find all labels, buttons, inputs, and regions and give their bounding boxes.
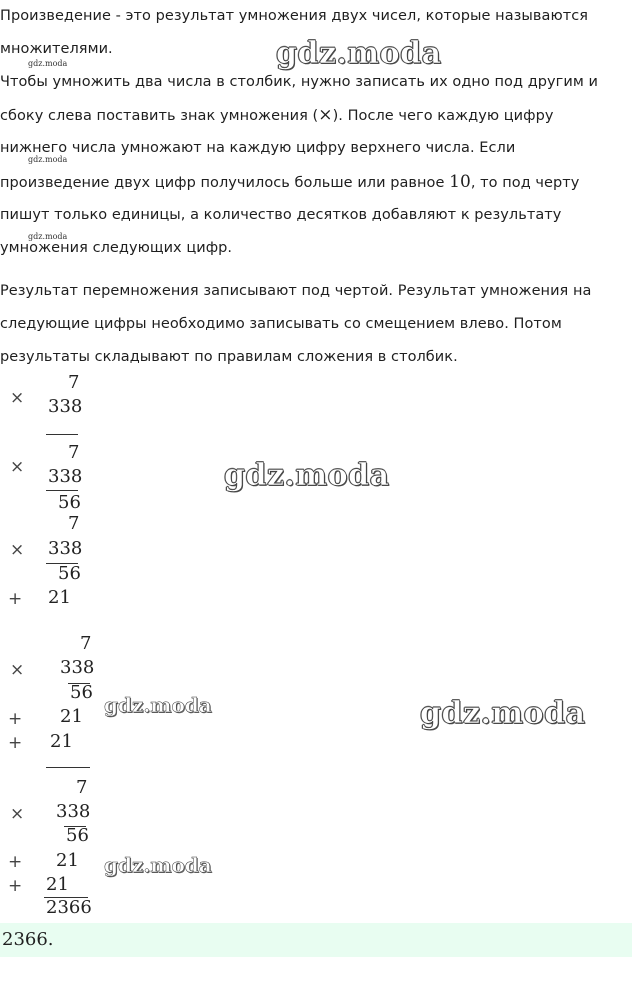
watermark-small: gdz.moda	[28, 232, 68, 241]
paragraph-line: пишут только единицы, а количество десятков добавляют к результату	[0, 207, 562, 223]
partial-product: 21	[46, 874, 69, 895]
multiplicand: 7	[68, 442, 80, 463]
times-symbol: ×	[318, 105, 333, 125]
times-symbol: ×	[10, 540, 25, 560]
times-symbol: ×	[10, 804, 25, 824]
paragraph-text: сбоку слева поставить знак умножения (	[0, 108, 319, 124]
paragraph-line: нижнего числа умножают на каждую цифру верхнего числа. Если	[0, 140, 516, 156]
multiplier: 338	[48, 466, 83, 487]
paragraph-line: Чтобы умножить два числа в столбик, нужно записать их одно под другим и	[0, 74, 598, 90]
watermark: gdz.moda	[224, 458, 390, 493]
underline	[46, 490, 78, 491]
times-symbol: ×	[10, 457, 25, 477]
times-symbol: ×	[10, 660, 25, 680]
plus-symbol: +	[8, 852, 23, 872]
answer-box: 2366.	[0, 923, 632, 957]
multiplicand: 7	[80, 633, 92, 654]
plus-symbol: +	[8, 709, 23, 729]
watermark-small: gdz.moda	[28, 59, 68, 68]
multiplicand: 7	[68, 372, 80, 393]
partial-product: 56	[58, 492, 81, 513]
paragraph-line: Произведение - это результат умножения двух чисел, которые называются	[0, 8, 588, 24]
watermark: gdz.moda	[276, 36, 442, 71]
watermark: gdz.moda	[104, 853, 212, 877]
partial-product: 56	[70, 682, 93, 703]
watermark: gdz.moda	[104, 693, 212, 717]
plus-symbol: +	[8, 733, 23, 753]
multiplier: 338	[60, 657, 95, 678]
partial-product: 21	[50, 731, 73, 752]
paragraph-text: ). После чего каждую цифру	[332, 108, 554, 124]
watermark-small: gdz.moda	[28, 155, 68, 164]
paragraph-line: множителями.	[0, 41, 113, 57]
plus-symbol: +	[8, 589, 23, 609]
multiplicand: 7	[76, 777, 88, 798]
watermark: gdz.moda	[420, 696, 586, 731]
paragraph-text: произведение двух цифр получилось больше или равное	[0, 175, 450, 191]
paragraph-line	[0, 99, 624, 133]
paragraph-line: следующие цифры необходимо записывать со смещением влево. Потом	[0, 316, 562, 332]
times-symbol: ×	[10, 388, 25, 408]
multiplier: 338	[56, 801, 91, 822]
plus-symbol: +	[8, 876, 23, 896]
math-number: 10	[449, 172, 471, 192]
partial-product: 21	[56, 850, 79, 871]
multiplicand: 7	[68, 513, 80, 534]
paragraph-line: умножения следующих цифр.	[0, 240, 233, 256]
partial-product: 21	[60, 706, 83, 727]
multiplier: 338	[48, 396, 83, 417]
partial-product: 56	[66, 825, 89, 846]
paragraph-line: результаты складывают по правилам сложения в столбик.	[0, 349, 458, 365]
partial-product: 56	[58, 563, 81, 584]
final-product: 2366	[46, 897, 92, 918]
paragraph-line: Результат перемножения записывают под чертой. Результат умножения на	[0, 283, 592, 299]
partial-product: 21	[48, 587, 71, 608]
paragraph-line	[0, 166, 624, 200]
multiplier: 338	[48, 538, 83, 559]
underline	[46, 767, 90, 768]
underline	[46, 434, 78, 435]
paragraph-text: , то под черту	[470, 175, 580, 191]
